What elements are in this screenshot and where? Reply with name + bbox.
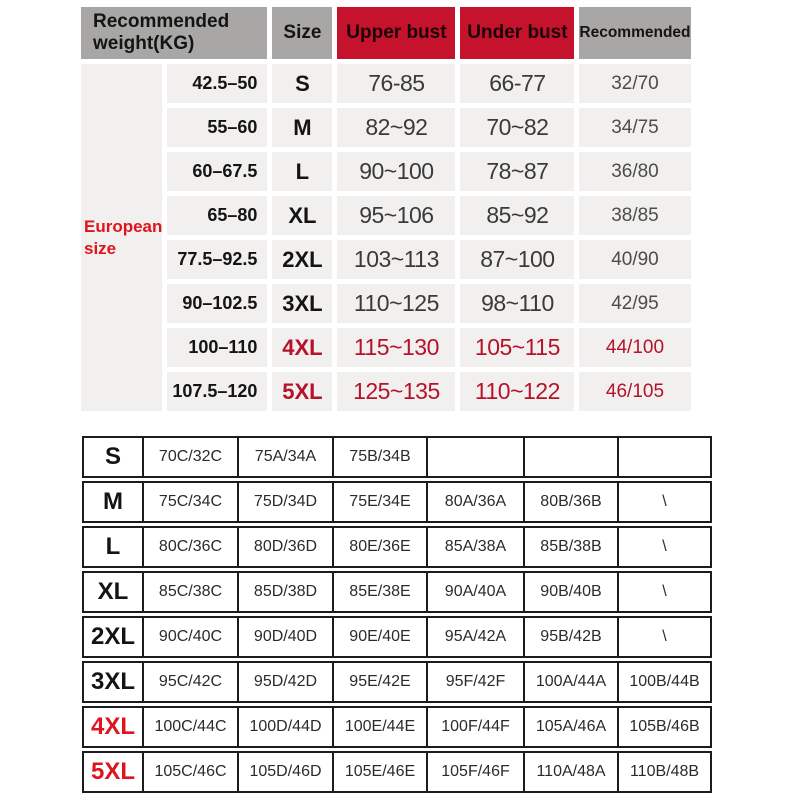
size-cell: XL [272, 196, 332, 235]
table-row [82, 751, 712, 793]
col-header-recommended: Recommended [579, 7, 690, 59]
size-label: 2XL [82, 616, 144, 658]
size-label: M [82, 481, 144, 523]
table-row [81, 328, 691, 367]
cup-size-cell: 85A/38A [428, 526, 525, 568]
table-row [82, 526, 712, 568]
cup-size-cell: 80A/36A [428, 481, 525, 523]
size-label: S [82, 436, 144, 478]
under-bust-cell: 66-77 [460, 64, 574, 103]
cup-size-table [82, 433, 712, 796]
recommended-cell: 46/105 [579, 372, 690, 411]
cup-size-cell [428, 436, 525, 478]
table-row [82, 661, 712, 703]
size-cell: M [272, 108, 332, 147]
size-cell: L [272, 152, 332, 191]
weight-cell: 55–60 [167, 108, 267, 147]
cup-size-cell: 105A/46A [525, 706, 619, 748]
recommended-cell: 34/75 [579, 108, 690, 147]
cup-size-cell: 100F/44F [428, 706, 525, 748]
cup-size-cell: 75B/34B [334, 436, 428, 478]
weight-cell: 60–67.5 [167, 152, 267, 191]
size-cell: 5XL [272, 372, 332, 411]
cup-size-cell: 90A/40A [428, 571, 525, 613]
upper-bust-cell: 103~113 [337, 240, 455, 279]
under-bust-cell: 98~110 [460, 284, 574, 323]
cup-size-cell: 105F/46F [428, 751, 525, 793]
size-label: 4XL [82, 706, 144, 748]
recommended-cell: 32/70 [579, 64, 690, 103]
size-chart-page [0, 2, 800, 802]
cup-size-cell: 95C/42C [144, 661, 239, 703]
cup-size-cell: 90E/40E [334, 616, 428, 658]
col-header-weight: Recommended weight(KG) [81, 7, 267, 59]
under-bust-cell: 105~115 [460, 328, 574, 367]
upper-bust-cell: 76-85 [337, 64, 455, 103]
recommended-cell: 42/95 [579, 284, 690, 323]
table-row [82, 616, 712, 658]
cup-size-cell: 95E/42E [334, 661, 428, 703]
weight-cell: 90–102.5 [167, 284, 267, 323]
col-header-size: Size [272, 7, 332, 59]
cup-size-cell: \ [619, 571, 712, 613]
cup-size-cell: 100A/44A [525, 661, 619, 703]
upper-bust-cell: 115~130 [337, 328, 455, 367]
cup-size-cell: 105C/46C [144, 751, 239, 793]
weight-cell: 107.5–120 [167, 372, 267, 411]
under-bust-cell: 110~122 [460, 372, 574, 411]
cup-size-cell: \ [619, 526, 712, 568]
recommended-cell: 44/100 [579, 328, 690, 367]
cup-size-cell: 75A/34A [239, 436, 334, 478]
cup-size-cell: 90B/40B [525, 571, 619, 613]
size-cell: 4XL [272, 328, 332, 367]
table-row [82, 706, 712, 748]
cup-size-cell: \ [619, 481, 712, 523]
cup-size-cell: 100E/44E [334, 706, 428, 748]
cup-size-cell: 75E/34E [334, 481, 428, 523]
table-row [82, 571, 712, 613]
cup-size-cell: 70C/32C [144, 436, 239, 478]
weight-cell: 100–110 [167, 328, 267, 367]
cup-size-cell: 95F/42F [428, 661, 525, 703]
size-label: XL [82, 571, 144, 613]
cup-size-cell: 100D/44D [239, 706, 334, 748]
size-chart-table [76, 2, 696, 416]
upper-bust-cell: 125~135 [337, 372, 455, 411]
european-size-label: European size [81, 64, 162, 411]
under-bust-cell: 85~92 [460, 196, 574, 235]
cup-size-cell: 80E/36E [334, 526, 428, 568]
table-row [82, 481, 712, 523]
table-row [81, 196, 691, 235]
cup-size-cell: \ [619, 616, 712, 658]
recommended-cell: 36/80 [579, 152, 690, 191]
header-row [81, 7, 691, 59]
size-cell: S [272, 64, 332, 103]
table-row [81, 152, 691, 191]
cup-size-cell: 105B/46B [619, 706, 712, 748]
cup-size-cell: 80C/36C [144, 526, 239, 568]
cup-size-cell: 75C/34C [144, 481, 239, 523]
size-label: L [82, 526, 144, 568]
table-row [81, 284, 691, 323]
recommended-cell: 40/90 [579, 240, 690, 279]
table-row [81, 372, 691, 411]
cup-size-cell: 85C/38C [144, 571, 239, 613]
cup-size-cell: 75D/34D [239, 481, 334, 523]
table-row [81, 64, 691, 103]
upper-bust-cell: 90~100 [337, 152, 455, 191]
upper-bust-cell: 82~92 [337, 108, 455, 147]
under-bust-cell: 87~100 [460, 240, 574, 279]
weight-cell: 77.5–92.5 [167, 240, 267, 279]
cup-size-cell: 105E/46E [334, 751, 428, 793]
cup-size-cell: 95D/42D [239, 661, 334, 703]
cup-size-cell: 90C/40C [144, 616, 239, 658]
size-label: 3XL [82, 661, 144, 703]
cup-size-cell [619, 436, 712, 478]
table-row [81, 240, 691, 279]
cup-size-cell: 90D/40D [239, 616, 334, 658]
cup-size-cell: 85D/38D [239, 571, 334, 613]
cup-size-cell: 105D/46D [239, 751, 334, 793]
size-cell: 2XL [272, 240, 332, 279]
table-row [82, 436, 712, 478]
cup-size-cell: 110B/48B [619, 751, 712, 793]
cup-size-cell [525, 436, 619, 478]
cup-size-cell: 95B/42B [525, 616, 619, 658]
under-bust-cell: 78~87 [460, 152, 574, 191]
col-header-upper-bust: Upper bust [337, 7, 455, 59]
cup-size-cell: 80B/36B [525, 481, 619, 523]
size-label: 5XL [82, 751, 144, 793]
col-header-under-bust: Under bust [460, 7, 574, 59]
upper-bust-cell: 95~106 [337, 196, 455, 235]
weight-cell: 42.5–50 [167, 64, 267, 103]
cup-size-cell: 85E/38E [334, 571, 428, 613]
upper-bust-cell: 110~125 [337, 284, 455, 323]
table-row [81, 108, 691, 147]
cup-size-cell: 100C/44C [144, 706, 239, 748]
weight-cell: 65–80 [167, 196, 267, 235]
recommended-cell: 38/85 [579, 196, 690, 235]
cup-size-cell: 95A/42A [428, 616, 525, 658]
size-cell: 3XL [272, 284, 332, 323]
cup-size-cell: 85B/38B [525, 526, 619, 568]
cup-size-cell: 110A/48A [525, 751, 619, 793]
under-bust-cell: 70~82 [460, 108, 574, 147]
cup-size-cell: 80D/36D [239, 526, 334, 568]
cup-size-cell: 100B/44B [619, 661, 712, 703]
